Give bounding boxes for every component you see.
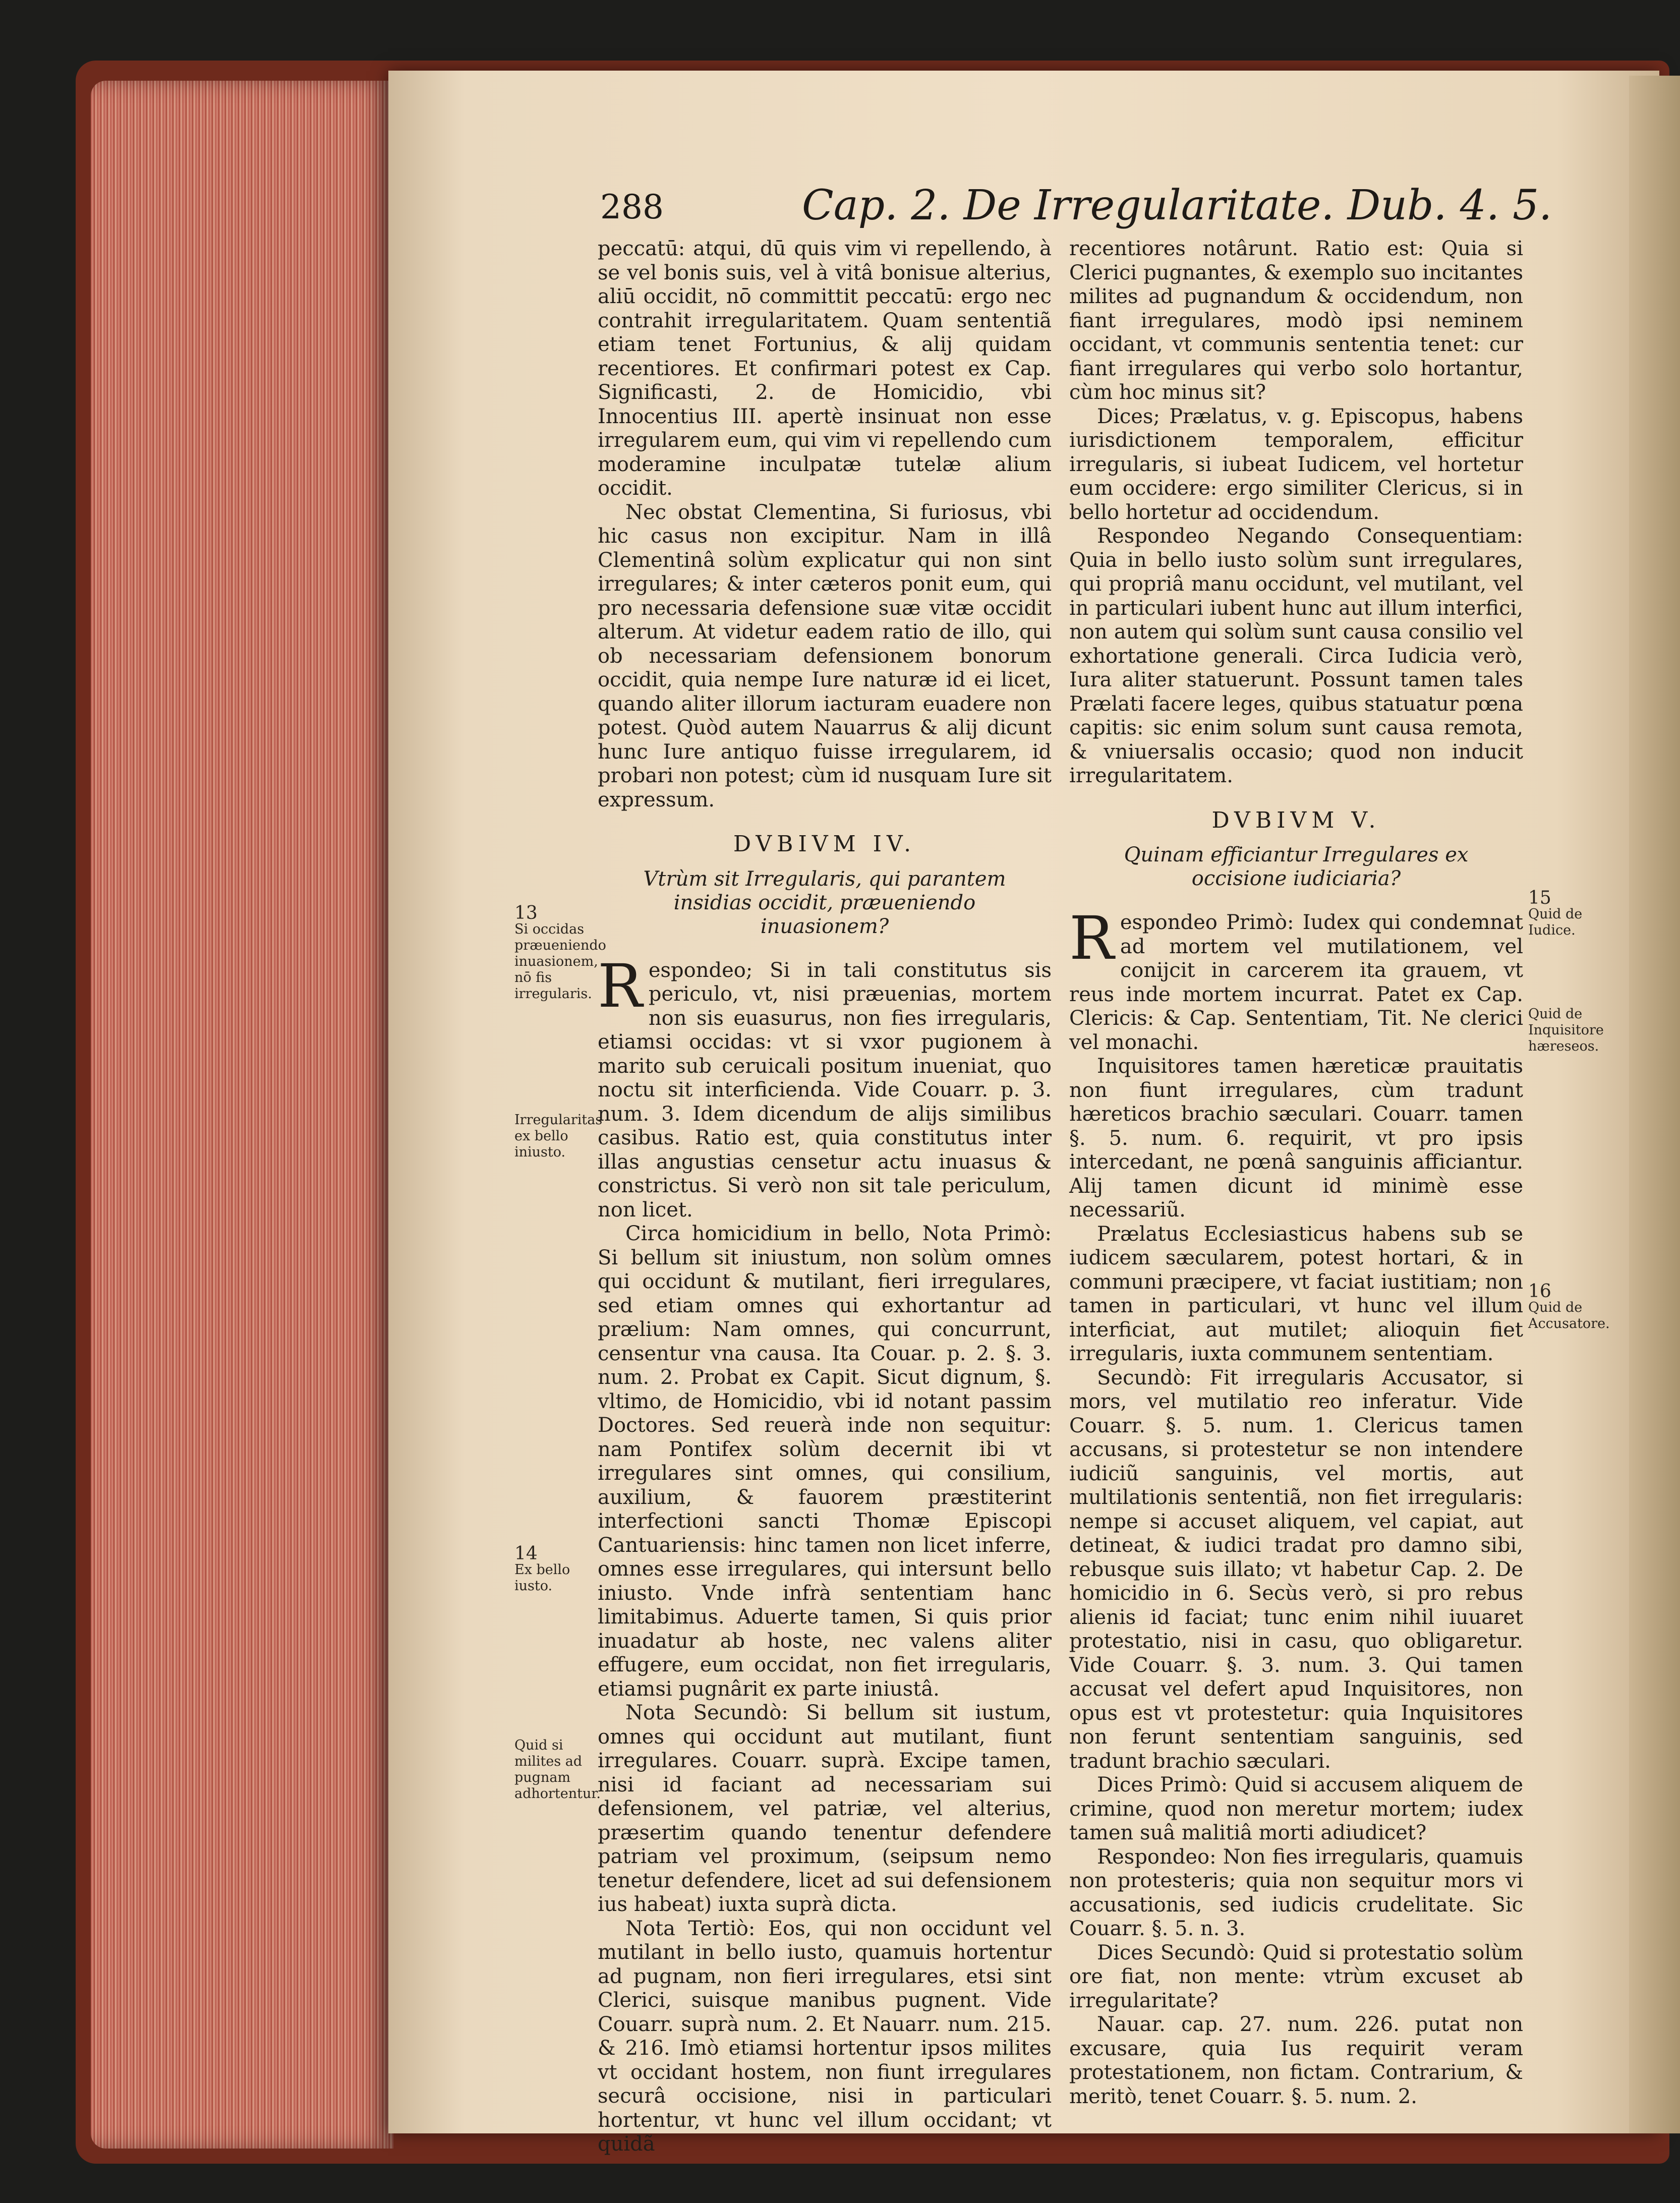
section-question: Quinam efficiantur Irregulares ex occisione iudiciaria? [1124,843,1469,890]
paragraph: Nec obstat Clementina, Si furiosus, vbi hic casus non excipitur. Nam in illâ Clementinâ solùm explicatur qui non sint irregulares; & inter cæteros ponit eum, qui pro necessaria defensione suæ vitæ occidit alterum. At videtur eadem ratio de illo, qui ob necessariam defensionem bonorum occidit, quia nempe Iure naturæ id ei licet, quando aliter illorum iacturam euadere non potest. Quòd autem Nauarrus & alij dicunt hunc Iure antiquo fuisse irregularem, id probari non potest; cùm id nusquam Iure sit expressum. [598,500,1052,811]
margin-note [514,1112,603,1161]
paragraph: peccatū: atqui, dū quis vim vi repellendo, à se vel bonis suis, vel à vitâ bonisue alterius, aliū occidit, nō committit peccatū: ergo nec contrahit irregularitatem. Quam sententiã etiam tenet Fortunius, & alij quidam recentiores. Et confirmari potest ex Cap. Significasti, 2. de Homicidio, vbi Innocentius III. apertè insinuat non esse irregularem eum, qui vim vi repellendo cum moderamine inculpatæ tutelæ alium occidit. [598,237,1052,500]
margin-note-text: Quid de Accusatore. [1528,1300,1610,1331]
margin-note-number: 15 [1528,888,1551,908]
right-column [1069,237,1523,2109]
paragraph: Respondeo; Si in tali constitutus sis periculo, vt, nisi præuenias, mortem non sis euasurus, non fies irregularis, etiamsi occidas: vt si vxor pugionem à marito sub ceruicali positum inueniat, quo noctu sit interficienda. Vide Couarr. p. 3. num. 3. Idem dicendum de alijs similibus casibus. Ratio est, quia constitutus inter illas angustias censetur actu inuasus & constrictus. Si verò non sit tale periculum, non licet. [598,951,1052,1222]
margin-note-number: 16 [1528,1281,1551,1302]
margin-note [1528,1281,1610,1332]
page-edges [91,81,393,2149]
section-heading: DVBIVM IV. [733,831,916,857]
paragraph: Respondeo: Non fies irregularis, quamuis non protesteris; quia non sequitur mors vi accusationis, sed iudicis crudelitate. Sic Couarr. §. 5. n. 3. [1069,1845,1523,1940]
paragraph: Inquisitores tamen hæreticæ prauitatis non fiunt irregulares, cùm tradunt hæreticos brachio sæculari. Couarr. tamen §. 5. num. 6. requirit, vt pro ipsis intercedant, ne pœnâ sanguinis afficiantur. Alij tamen dicunt id minimè esse necessariũ. [1069,1055,1523,1222]
paragraph: Nota Tertiò: Eos, qui non occidunt vel mutilant in bello iusto, quamuis hortentur ad pugnam, non fieri irregulares, etsi sint Clerici, suisque manibus pugnent. Vide Couarr. suprà num. 2. Et Nauarr. num. 215. & 216. Imò etiamsi hortentur ipsos milites vt occidant hostem, non fiunt irregulares securâ occisione, nisi in particulari hortentur, vt hunc vel illum occidant; vt quidã [598,1917,1052,2156]
chapter-title: Cap. 2. De Irregularitate. Dub. 4. 5. [802,182,1552,229]
paragraph: recentiores notârunt. Ratio est: Quia si Clerici pugnantes, & exemplo suo incitantes milites ad pugnandum & occidendum, non fiant irregulares, modò ipsi neminem occidant, vt communis sententia tenet: cur fiant irregulares qui verbo solo hortantur, cùm hoc minus sit? [1069,237,1523,404]
paragraph: Dices; Prælatus, v. g. Episcopus, habens iurisdictionem temporalem, efficitur irregularis, si iubeat Iudicem, vel hortetur eum occidere: ergo similiter Clericus, si in bello hortetur ad occidendum. [1069,404,1523,524]
paragraph: Secundò: Fit irregularis Accusator, si mors, vel mutilatio reo inferatur. Vide Couarr. §. 5. num. 1. Clericus tamen accusans, si protestetur se non intendere iudiciũ sanguinis, vel mortis, aut multilationis sententiã, non fiet irregularis: nempe si accuset aliquem, vel capiat, aut detineat, & iudici tradat pro damno sibi, rebusque suis illato; vt habetur Cap. 2. De homicidio in 6. Secùs verò, si pro rebus alienis id faciat; tunc enim nihil iuuaret protestatio, nisi in casu, quo obligaretur. Vide Couarr. §. 3. num. 3. Qui tamen accusat vel defert apud Inquisitores, non opus est vt protestetur: quia Inquisitores non ferunt sententiam sanguinis, sed tradunt brachio sæculari. [1069,1366,1523,1773]
margin-note [514,1543,585,1594]
margin-note-text: Irregularitas ex bello iniusto. [514,1112,603,1160]
margin-note-text: Quid si milites ad pugnam adhortentur. [514,1737,601,1802]
margin-note [514,1737,601,1802]
margin-note-text: Si occidas præueniendo inuasionem, nō fis irregularis. [514,921,606,1002]
paragraph: Dices Secundò: Quid si protestatio solùm ore fiat, non mente: vtrùm excuset ab irregularitate? [1069,1941,1523,2012]
paragraph: Respondeo Primò: Iudex qui condemnat ad mortem vel mutilationem, vel conijcit in carcerem ita grauem, vt reus inde mortem incurrat. Patet ex Cap. Clericis: & Cap. Sententiam, Tit. Ne clerici vel monachi. [1069,903,1523,1054]
section-heading: DVBIVM V. [1211,807,1381,833]
paragraph: Prælatus Ecclesiasticus habens sub se iudicem sæcularem, potest hortari, & in communi præcipere, vt faciat iustitiam; non tamen in particulari, vt hunc vel illum interficiat, aut mutilet; alioquin fiet irregularis, iuxta communem sententiam. [1069,1222,1523,1365]
margin-note-number: 13 [514,903,538,923]
page-number: 288 [600,188,664,226]
margin-note-text: Quid de Iudice. [1528,906,1583,938]
margin-note-number: 14 [514,1543,538,1564]
section-question: Vtrùm sit Irregularis, qui parantem insidias occidit, præueniendo inuasionem? [643,867,1006,938]
paragraph: Nota Secundò: Si bellum sit iustum, omnes qui occidunt aut mutilant, fiunt irregulares. Couarr. suprà. Excipe tamen, nisi id faciant ad necessariam sui defensionem, vel patriæ, vel alterius, præsertim quando tenentur defendere patriam vel proximum, (seipsum nemo tenetur defendere, licet ad sui defensionem ius habeat) iuxta suprà dicta. [598,1701,1052,1916]
paragraph: Circa homicidium in bello, Nota Primò: Si bellum sit iniustum, non solùm omnes qui occidunt & mutilant, fieri irregulares, sed etiam omnes qui exhortantur ad prælium: Nam omnes, qui concurrunt, censentur vna causa. Ita Couar. p. 2. §. 3. num. 2. Probat ex Capit. Sicut dignum, §. vltimo, de Homicidio, vbi id notant passim Doctores. Sed reuerà inde non sequitur: nam Pontifex solùm decernit ibi vt irregulares sint omnes, qui consilium, auxilium, & fauorem præstiterint interfectioni sancti Thomæ Episcopi Cantuariensis: hinc tamen non licet inferre, omnes esse irregulares, qui intersunt bello iniusto. Vnde infrà sententiam hanc limitabimus. Aduerte tamen, Si quis prior inuadatur ab hoste, nec valens aliter effugere, eum occidat, non fiet irregularis, etiamsi pugnârit ex parte iniustâ. [598,1222,1052,1701]
margin-note [1528,890,1609,939]
left-column [598,237,1052,2157]
margin-note [514,903,606,1002]
paragraph: Respondeo Negando Consequentiam: Quia in bello iusto solùm sunt irregulares, qui propriâ manu occidunt, vel mutilant, vel in particulari iubent hunc aut illum interfici, non autem qui solùm sunt causa consilio vel exhortatione generali. Circa Iudicia verò, Iura aliter statuerunt. Possunt tamen tales Prælati facere leges, quibus statuatur pœna capitis: sic enim solum sunt causa remota, & vniuersalis occasio; quod non inducit irregularitatem. [1069,525,1523,787]
facing-page-edge [1629,76,1680,2133]
margin-note-text: Quid de Inquisitore hæreseos. [1528,1006,1604,1054]
margin-note [1528,1006,1609,1055]
margin-note-text: Ex bello iusto. [514,1562,570,1594]
paragraph: Dices Primò: Quid si accusem aliquem de crimine, quod non meretur mortem; iudex tamen suâ malitiâ morti adiudicet? [1069,1773,1523,1844]
running-head [600,182,1552,237]
paragraph: Nauar. cap. 27. num. 226. putat non excusare, quia Ius requirit veram protestationem, non fictam. Contrarium, & meritò, tenet Couarr. §. 5. num. 2. [1069,2013,1523,2108]
